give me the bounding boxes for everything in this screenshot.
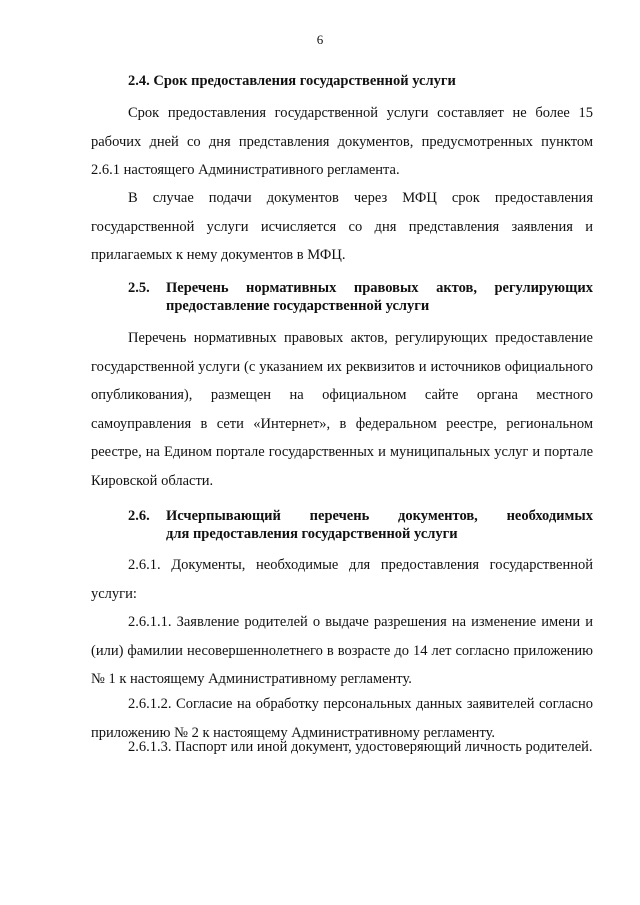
- section-2-5-heading-line-1: Перечень нормативных правовых актов, регулирующих: [166, 280, 593, 296]
- section-2-5-paragraph: Перечень нормативных правовых актов, регулирующих предоставление государственной услуги (с указанием их реквизитов и источников официального опубликования), размещен на официальном сайте органа местного самоуправления в сети «Интернет», в федеральном реестре, региональном реестре, на Едином портале государственных и муниципальных услуг и портале Кировской области.: [91, 330, 593, 489]
- section-2-6-heading-line-1: Исчерпывающий перечень документов, необходимых: [166, 508, 593, 524]
- section-2-5-number: 2.5.: [128, 280, 150, 296]
- section-2-4-paragraph-2: В случае подачи документов через МФЦ срок предоставления государственной услуги исчисляется со дня представления заявления и прилагаемых к нему документов в МФЦ.: [91, 190, 593, 263]
- page-number: 6: [316, 32, 324, 47]
- section-2-6-paragraph-3: 2.6.1.2. Согласие на обработку персональных данных заявителей согласно приложению № 2 к настоящему Административному регламенту.: [91, 696, 593, 741]
- section-2-6-number: 2.6.: [128, 508, 150, 524]
- section-2-4-paragraph-1: Срок предоставления государственной услуги составляет не более 15 рабочих дней со дня представления документов, предусмотренных пунктом 2.6.1 настоящего Административного регламента.: [91, 105, 593, 178]
- section-2-6-paragraph-1: 2.6.1. Документы, необходимые для предоставления государственной услуги:: [91, 557, 593, 602]
- section-2-6-heading-line-2: для предоставления государственной услуги: [166, 526, 458, 542]
- section-2-4-heading: 2.4. Срок предоставления государственной услуги: [128, 73, 456, 89]
- section-2-5-heading-line-2: предоставление государственной услуги: [166, 298, 430, 314]
- section-2-6-paragraph-4: 2.6.1.3. Паспорт или иной документ, удостоверяющий личность родителей.: [128, 739, 593, 755]
- section-2-6-paragraph-2: 2.6.1.1. Заявление родителей о выдаче разрешения на изменение имени и (или) фамилии несовершеннолетнего в возрасте до 14 лет согласно приложению № 1 к настоящему Административному регламенту.: [91, 614, 593, 687]
